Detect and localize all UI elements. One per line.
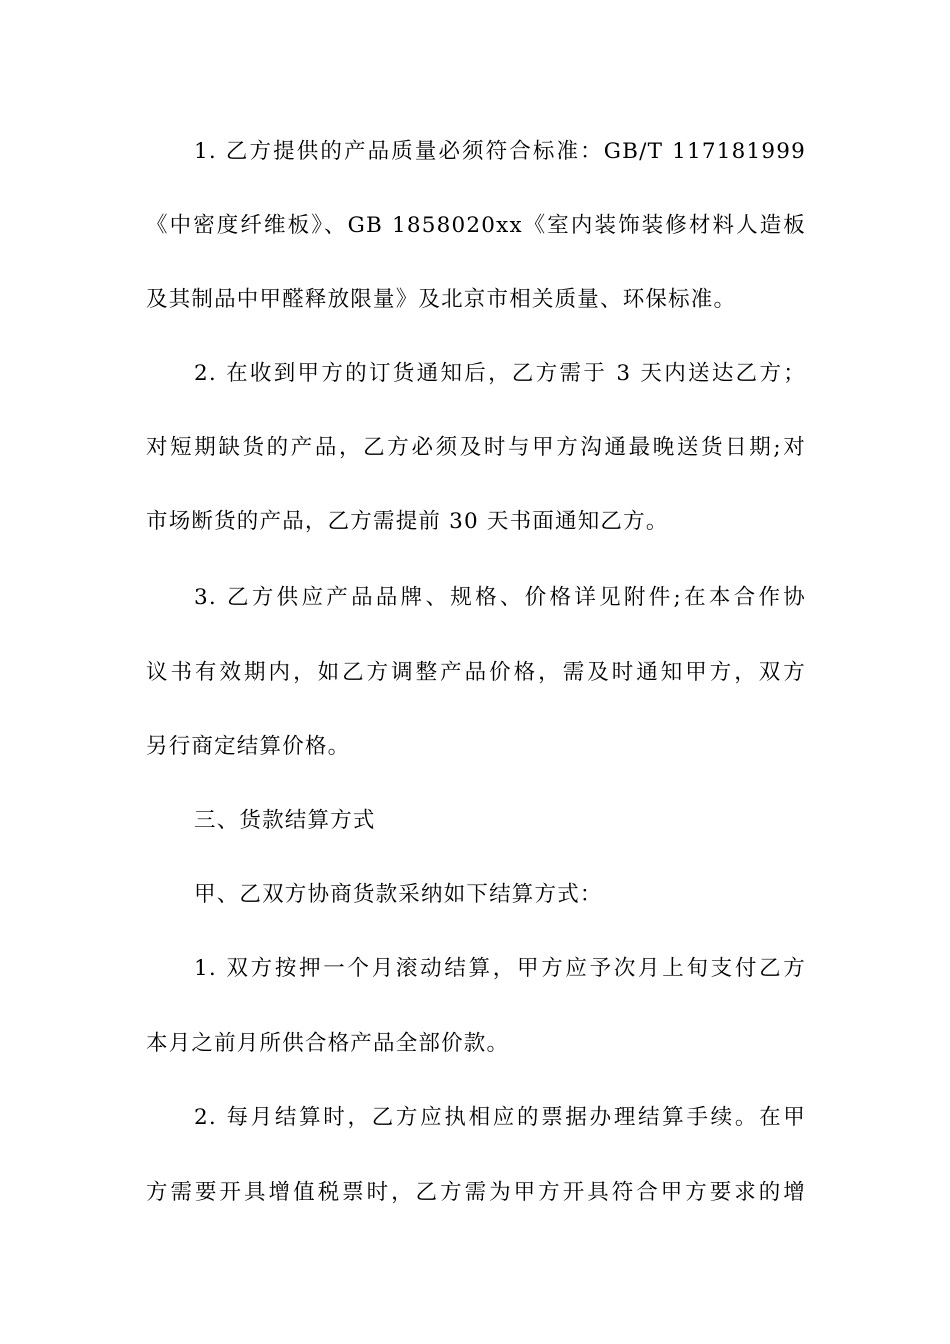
paragraph-line-5: 对短期缺货的产品，乙方必须及时与甲方沟通最晚送货日期;对 bbox=[146, 435, 806, 460]
paragraph-line-7: 3. 乙方供应产品品牌、规格、价格详见附件;在本合作协 bbox=[194, 585, 806, 610]
paragraph-line-4: 2. 在收到甲方的订货通知后，乙方需于 3 天内送达乙方； bbox=[194, 361, 806, 386]
paragraph-line-6: 市场断货的产品，乙方需提前 30 天书面通知乙方。 bbox=[146, 509, 669, 534]
paragraph-line-3: 及其制品中甲醛释放限量》及北京市相关质量、环保标准。 bbox=[146, 287, 737, 312]
paragraph-line-13: 本月之前月所供合格产品全部价款。 bbox=[146, 1031, 510, 1056]
section-heading: 三、货款结算方式 bbox=[194, 808, 376, 833]
paragraph-line-11: 甲、乙双方协商货款采纳如下结算方式： bbox=[194, 882, 603, 907]
paragraph-line-1: 1. 乙方提供的产品质量必须符合标准：GB/T 117181999 bbox=[194, 139, 806, 164]
paragraph-line-12: 1. 双方按押一个月滚动结算，甲方应予次月上旬支付乙方 bbox=[194, 956, 806, 981]
paragraph-line-9: 另行商定结算价格。 bbox=[146, 734, 351, 759]
paragraph-line-8: 议书有效期内，如乙方调整产品价格，需及时通知甲方，双方 bbox=[146, 660, 806, 685]
paragraph-line-2: 《中密度纤维板》、GB 1858020xx《室内装饰装修材料人造板 bbox=[146, 213, 806, 238]
paragraph-line-14: 2. 每月结算时，乙方应执相应的票据办理结算手续。在甲 bbox=[194, 1105, 806, 1130]
paragraph-line-15: 方需要开具增值税票时，乙方需为甲方开具符合甲方要求的增 bbox=[146, 1180, 806, 1205]
